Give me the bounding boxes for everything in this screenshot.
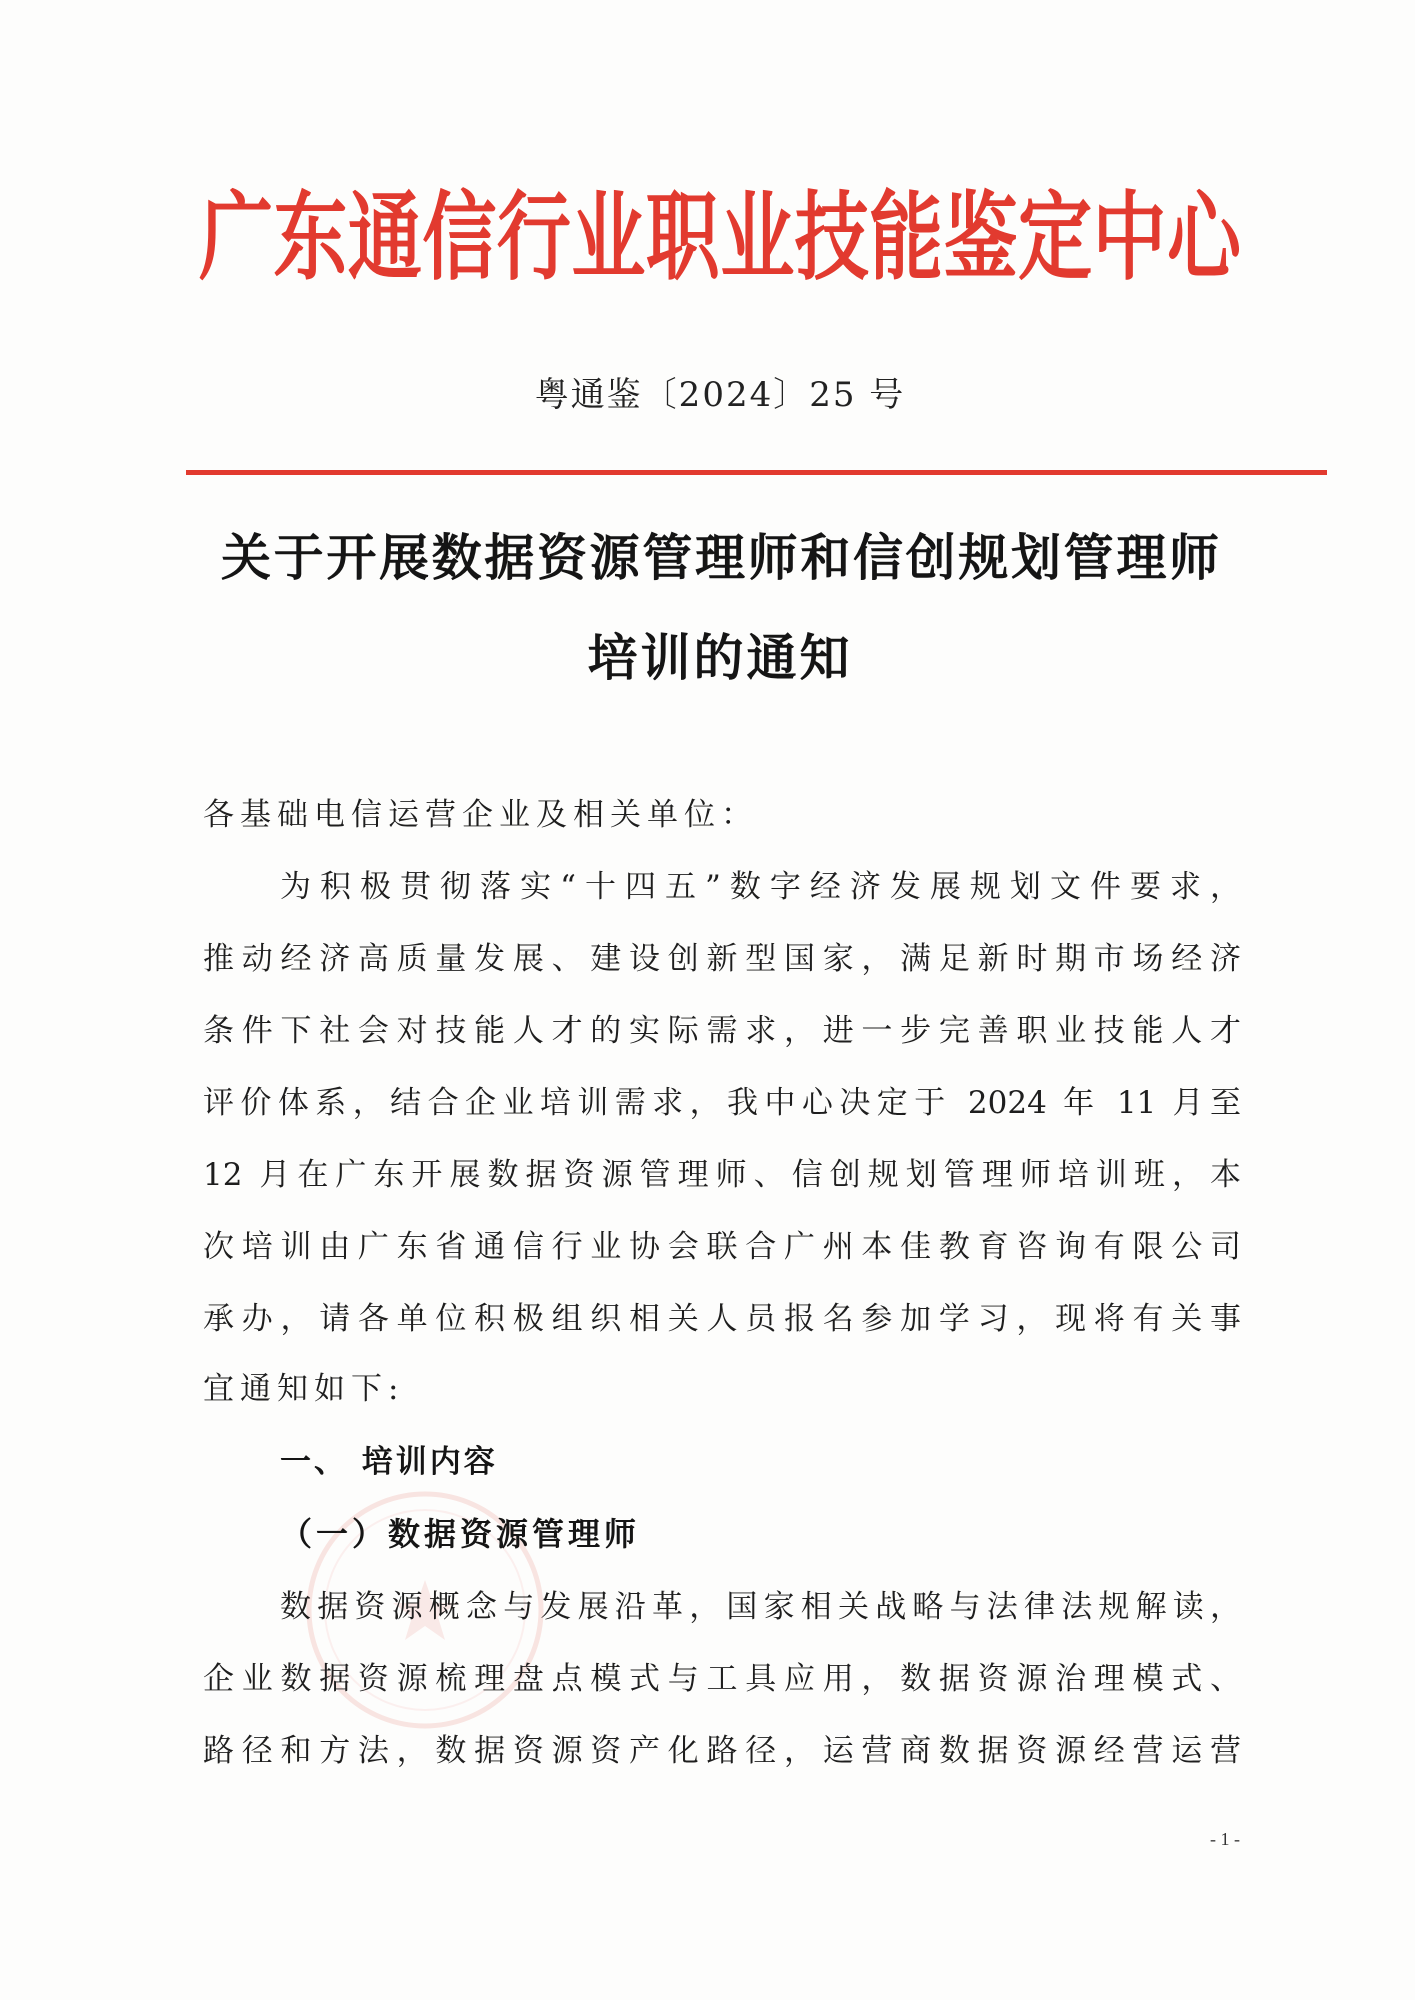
paragraph-line: 企业数据资源梳理盘点模式与工具应用，数据资源治理模式、 (203, 1661, 1241, 1697)
salutation: 各基础电信运营企业及相关单位： (203, 797, 758, 833)
page-number: - 1 - (1210, 1829, 1240, 1849)
paragraph-line: 路径和方法，数据资源资产化路径，运营商数据资源经营运营 (203, 1733, 1241, 1769)
document-number: 粤通鉴〔2024〕25 号 (534, 375, 906, 415)
paragraph-line: 条件下社会对技能人才的实际需求，进一步完善职业技能人才 (203, 1013, 1241, 1049)
issuing-organization-title: 广东通信行业职业技能鉴定中心 (199, 182, 1241, 294)
paragraph-line: 次培训由广东省通信行业协会联合广州本佳教育咨询有限公司 (203, 1229, 1241, 1265)
paragraph-line: 评价体系，结合企业培训需求，我中心决定于 2024 年 11 月至 (203, 1085, 1241, 1121)
paragraph-line: 数据资源概念与发展沿革，国家相关战略与法律法规解读， (280, 1589, 1241, 1625)
paragraph-line: 12 月在广东开展数据资源管理师、信创规划管理师培训班，本 (203, 1157, 1241, 1193)
subsection-heading-data-resource-manager: （一）数据资源管理师 (280, 1515, 641, 1553)
paragraph-line: 为积极贯彻落实“十四五”数字经济发展规划文件要求， (280, 869, 1241, 905)
paragraph-line: 承办，请各单位积极组织相关人员报名参加学习，现将有关事 (203, 1301, 1241, 1337)
paragraph-line: 宜通知如下: (203, 1371, 405, 1407)
section-heading-training-content: 一、 培训内容 (280, 1444, 498, 1480)
notice-title-line-1: 关于开展数据资源管理师和信创规划管理师 (221, 528, 1219, 587)
red-header-divider (186, 470, 1327, 475)
notice-title-line-2: 培训的通知 (587, 628, 853, 687)
paragraph-line: 推动经济高质量发展、建设创新型国家，满足新时期市场经济 (203, 941, 1241, 977)
